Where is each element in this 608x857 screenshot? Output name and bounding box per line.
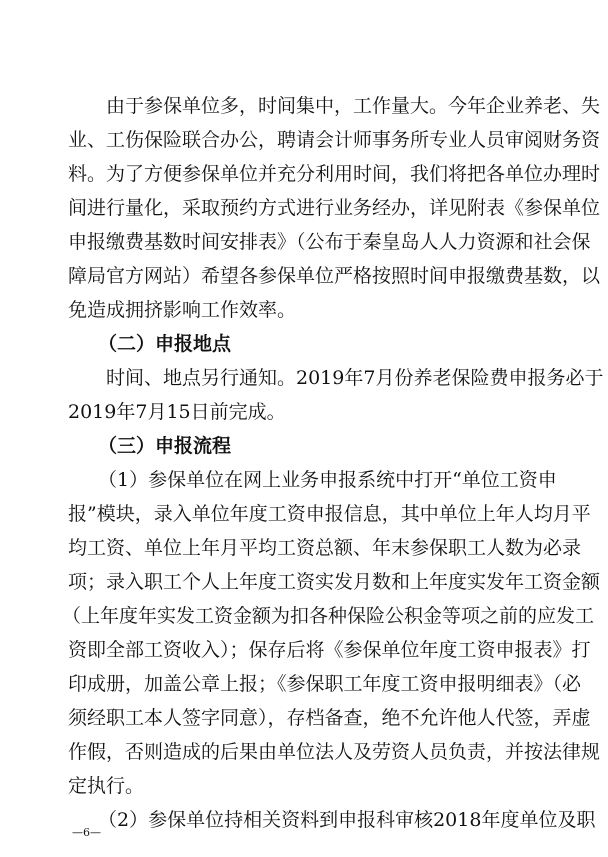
paragraph-line: 申报缴费基数时间安排表》（公布于秦皇岛人人力资源和社会保 <box>68 231 591 253</box>
paragraph-line: 料。为了方便参保单位并充分利用时间，我们将把各单位办理时 <box>68 163 601 185</box>
paragraph-line: 报”模块，录入单位年度工资申报信息，其中单位上年人均月平 <box>68 503 591 525</box>
paragraph-line: 均工资、单位上年月平均工资总额、年末参保职工人数为必录 <box>68 537 582 559</box>
paragraph-line: 须经职工本人签字同意），存档备查，绝不允许他人代签，弄虚 <box>68 707 591 729</box>
paragraph-line: （上年度年实发工资金额为扣各种保险公积金等项之前的应发工 <box>62 605 595 627</box>
paragraph-line: 障局官方网站）希望各参保单位严格按照时间申报缴费基数，以 <box>68 265 601 287</box>
paragraph-line: 项；录入职工个人上年度工资实发月数和上年度实发年工资金额 <box>68 571 601 593</box>
page-number: —6— <box>72 826 101 839</box>
paragraph-line: （1）参保单位在网上业务申报系统中打开“单位工资申 <box>98 469 557 491</box>
section-heading: （二）申报地点 <box>98 333 232 355</box>
section-heading: （三）申报流程 <box>98 435 232 457</box>
paragraph-line: 印成册，加盖公章上报；《参保职工年度工资申报明细表》（必 <box>68 673 582 695</box>
paragraph-line: 由于参保单位多，时间集中，工作量大。今年企业养老、失 <box>106 95 601 117</box>
paragraph-line: 间进行量化，采取预约方式进行业务经办，详见附表《参保单位 <box>68 197 601 219</box>
paragraph-line: 定执行。 <box>68 775 145 797</box>
paragraph-line: 资即全部工资收入）；保存后将《参保单位年度工资申报表》打 <box>68 639 591 661</box>
paragraph-line: 业、工伤保险联合办公，聘请会计师事务所专业人员审阅财务资 <box>68 129 601 151</box>
paragraph-line: 时间、地点另行通知。2019年7月份养老保险费申报务必于 <box>106 367 604 389</box>
paragraph-line: （2）参保单位持相关资料到申报科审核2018年度单位及职 <box>98 809 596 831</box>
paragraph-line: 2019年7月15日前完成。 <box>68 401 286 423</box>
paragraph-line: 作假，否则造成的后果由单位法人及劳资人员负责，并按法律规 <box>68 741 601 763</box>
paragraph-line: 免造成拥挤影响工作效率。 <box>68 299 297 321</box>
